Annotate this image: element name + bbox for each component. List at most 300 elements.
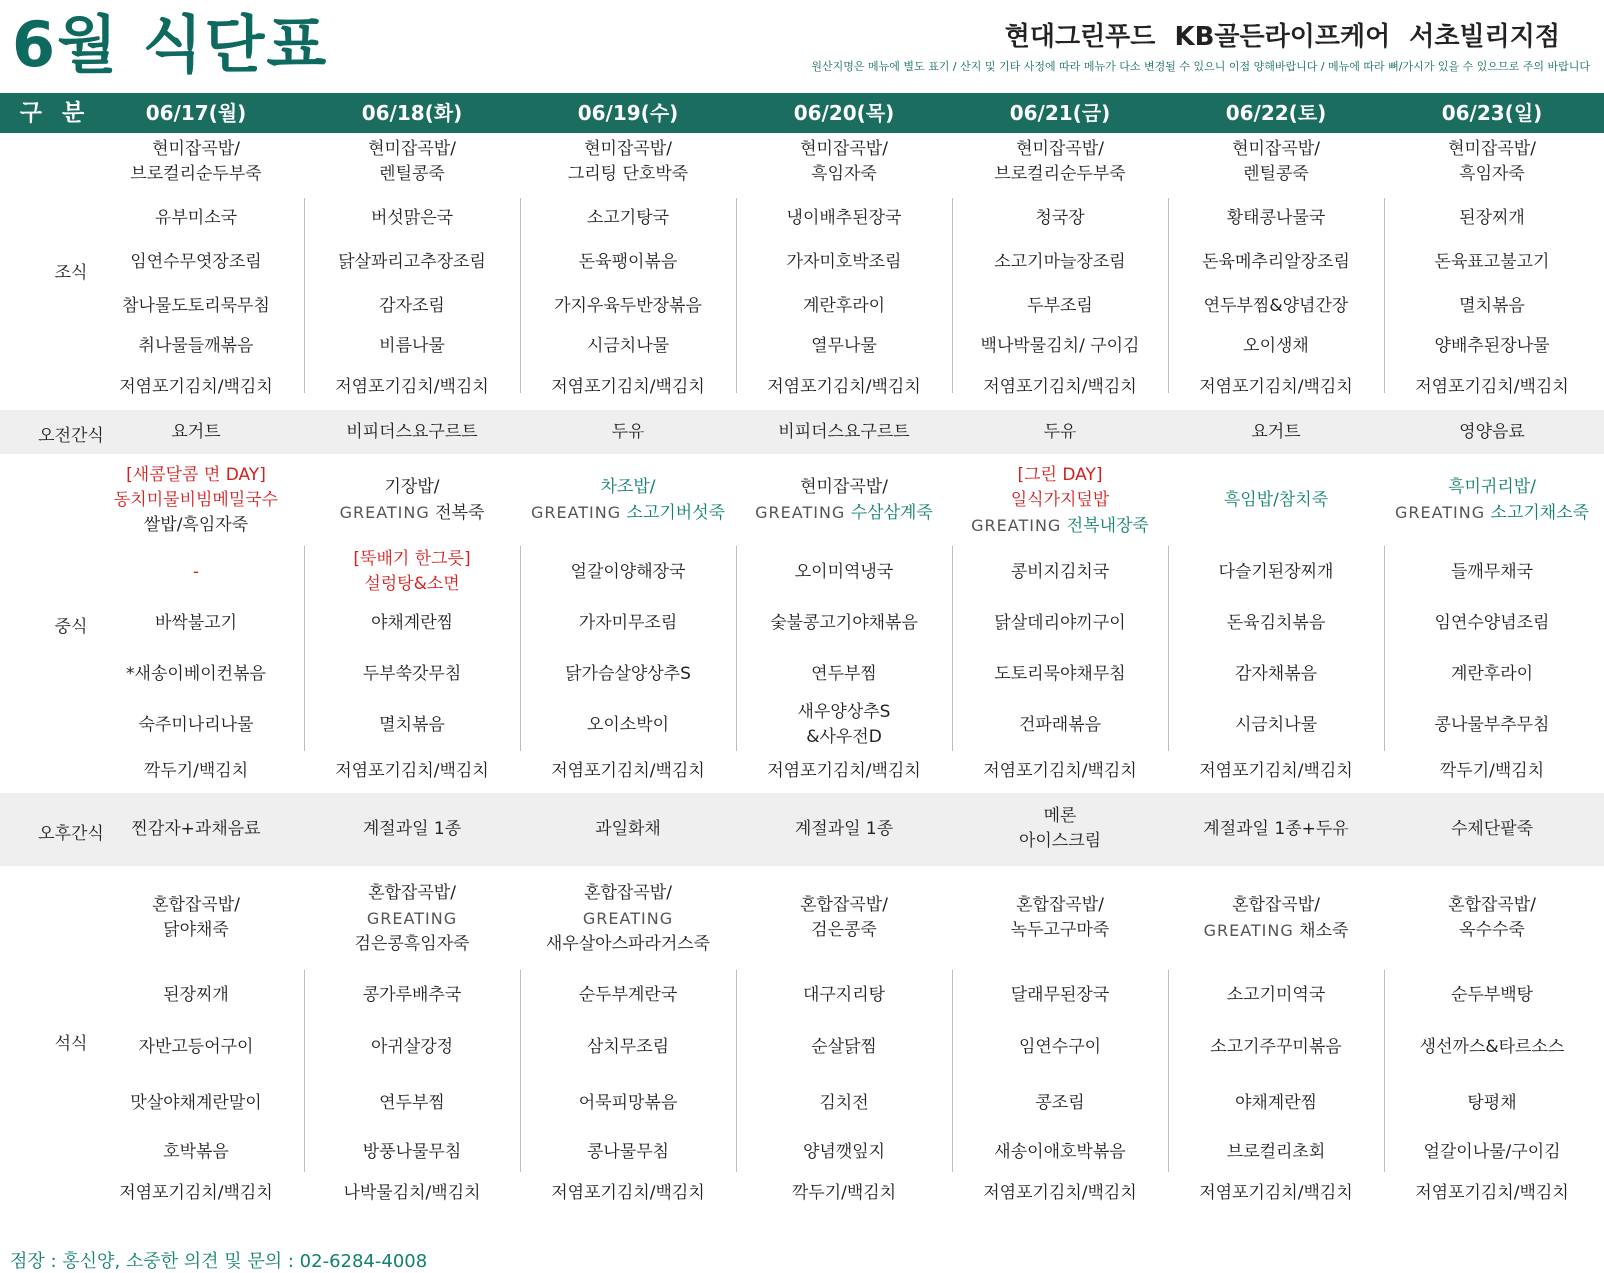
- menu-line: [520, 906, 736, 932]
- menu-line: [1168, 983, 1384, 1008]
- menu-text: 콩가루배추국: [362, 985, 462, 1005]
- page-header: [0, 0, 1604, 92]
- menu-line: [88, 137, 304, 162]
- column-divider: [952, 970, 953, 1172]
- column-divider: [1168, 198, 1169, 393]
- menu-text: [새콤달콤 면 DAY]: [126, 465, 266, 485]
- menu-line: [1384, 1140, 1600, 1165]
- menu-text: 새우살아스파라거스죽: [545, 934, 711, 954]
- menu-item: [520, 983, 736, 1008]
- menu-item: [736, 137, 952, 187]
- menu-line: [952, 137, 1168, 162]
- menu-line: [520, 713, 736, 738]
- menu-line: [88, 611, 304, 636]
- menu-line: [304, 475, 520, 500]
- menu-text: 검은콩흑임자죽: [354, 934, 470, 954]
- day-header: 06/20(목): [793, 101, 895, 125]
- menu-line: [88, 294, 304, 319]
- company-name: 현대그린푸드 KB골든라이프케어 서초빌리지점: [1004, 22, 1560, 52]
- menu-text: 흑미귀리밥/: [1448, 477, 1536, 497]
- menu-text: 숯불콩고기야채볶음: [770, 613, 918, 633]
- menu-item: [1168, 662, 1384, 687]
- menu-line: [1168, 294, 1384, 319]
- menu-text: 흑임자죽: [811, 164, 877, 184]
- menu-line: [736, 1091, 952, 1116]
- menu-item: [88, 893, 304, 943]
- menu-text: 방풍나물무침: [362, 1142, 462, 1162]
- menu-line: [520, 1181, 736, 1206]
- menu-item: [88, 1140, 304, 1165]
- menu-line: [1168, 611, 1384, 636]
- menu-line: [304, 983, 520, 1008]
- footer-contact: 점장 : 홍신양, 소중한 의견 및 문의 : 02-6284-4008: [10, 1251, 428, 1272]
- menu-text: 얼갈이나물/구이김: [1423, 1142, 1561, 1162]
- menu-line: [1168, 893, 1384, 918]
- menu-item: [304, 1035, 520, 1060]
- menu-line: [1168, 759, 1384, 784]
- menu-item: [736, 206, 952, 231]
- menu-line: [304, 334, 520, 359]
- table-header-bar: [0, 93, 1604, 133]
- menu-text: 흑임밥/참치죽: [1223, 490, 1329, 510]
- menu-text: 감자채볶음: [1234, 664, 1318, 684]
- menu-text: 콩나물부추무침: [1434, 715, 1550, 735]
- menu-line: [520, 294, 736, 319]
- menu-item: [1168, 1140, 1384, 1165]
- menu-line: [1168, 375, 1384, 400]
- menu-item: [952, 463, 1168, 539]
- menu-text: 저염포기김치/백김치: [551, 761, 705, 781]
- menu-text: 찐감자+과채음료: [131, 819, 261, 839]
- menu-text: 저염포기김치/백김치: [983, 377, 1137, 397]
- menu-text: 돈육팽이볶음: [578, 252, 678, 272]
- menu-text: 메론: [1043, 806, 1077, 826]
- menu-text: 임연수구이: [1018, 1037, 1102, 1057]
- menu-text: 저염포기김치/백김치: [1415, 1183, 1569, 1203]
- menu-text: 새송이애호박볶음: [994, 1142, 1126, 1162]
- column-divider: [952, 198, 953, 393]
- greating-logo: GREATING: [530, 503, 622, 522]
- menu-text: 동치미물비빔메밀국수: [113, 490, 279, 510]
- menu-text: 렌틸콩죽: [1243, 164, 1309, 184]
- snack-item: 요거트: [1251, 422, 1301, 442]
- menu-line: [88, 1091, 304, 1116]
- menu-text: 대구지리탕: [802, 985, 886, 1005]
- menu-item: [88, 662, 304, 687]
- menu-item: [304, 983, 520, 1008]
- menu-text: 순살닭찜: [811, 1037, 877, 1057]
- greating-logo: GREATING: [1203, 921, 1294, 940]
- menu-line: [736, 294, 952, 319]
- category-afternoon-snack: 오후간식: [38, 824, 104, 844]
- menu-item: [1168, 294, 1384, 319]
- menu-item: [520, 1181, 736, 1206]
- menu-text: 쌀밥/흑임자죽: [143, 515, 249, 535]
- menu-line: [1384, 375, 1600, 400]
- menu-item: [520, 560, 736, 585]
- menu-item: [1168, 560, 1384, 585]
- menu-line: [736, 918, 952, 943]
- menu-line: [304, 294, 520, 319]
- menu-text: 멸치볶음: [1459, 296, 1525, 316]
- menu-line: [1168, 1181, 1384, 1206]
- menu-text: 오이생채: [1243, 336, 1309, 356]
- menu-line: [736, 1140, 952, 1165]
- menu-text: 소고기채소죽: [1485, 503, 1590, 523]
- column-divider: [304, 970, 305, 1172]
- menu-item: [304, 375, 520, 400]
- menu-text: 아이스크림: [1018, 831, 1102, 851]
- category-breakfast: 조식: [54, 263, 88, 283]
- menu-text: 얼갈이양해장국: [570, 562, 686, 582]
- menu-line: [1384, 983, 1600, 1008]
- menu-item: [1168, 334, 1384, 359]
- menu-text: 깍두기/백김치: [1439, 761, 1545, 781]
- menu-line: [88, 918, 304, 943]
- menu-line: [1384, 1181, 1600, 1206]
- menu-text: 옥수수죽: [1459, 920, 1525, 940]
- category-morning-snack: 오전간식: [38, 426, 104, 446]
- menu-line: [304, 817, 520, 842]
- menu-text: 현미잡곡밥/: [368, 139, 456, 159]
- menu-line: [304, 713, 520, 738]
- menu-line: [736, 206, 952, 231]
- menu-item: [1384, 1091, 1600, 1116]
- menu-line: [520, 375, 736, 400]
- menu-item: [304, 294, 520, 319]
- menu-item: [520, 294, 736, 319]
- menu-item: [88, 611, 304, 636]
- menu-text: 두부조림: [1027, 296, 1093, 316]
- column-divider: [1168, 546, 1169, 751]
- menu-line: [520, 932, 736, 957]
- menu-item: [736, 294, 952, 319]
- menu-text: 가자미호박조림: [786, 252, 902, 272]
- menu-item: [952, 804, 1168, 854]
- menu-item: [1384, 662, 1600, 687]
- menu-line: [304, 759, 520, 784]
- column-divider: [1384, 198, 1385, 393]
- menu-item: [88, 294, 304, 319]
- menu-text: 현미잡곡밥/: [1232, 139, 1320, 159]
- day-header: 06/23(일): [1441, 101, 1543, 125]
- day-header: 06/19(수): [577, 101, 679, 125]
- menu-text: 저염포기김치/백김치: [335, 377, 489, 397]
- menu-text: 소고기마늘장조림: [994, 252, 1126, 272]
- menu-line: [1168, 137, 1384, 162]
- menu-line: [520, 817, 736, 842]
- menu-item: [736, 375, 952, 400]
- menu-line: [304, 1140, 520, 1165]
- menu-text: 흑임자죽: [1459, 164, 1525, 184]
- menu-item: [1384, 817, 1600, 842]
- menu-line: [304, 1091, 520, 1116]
- menu-text: 브로컬리순두부죽: [994, 164, 1126, 184]
- menu-item: [952, 611, 1168, 636]
- menu-text: 오이소박이: [586, 715, 670, 735]
- menu-item: [304, 137, 520, 187]
- menu-item: [952, 662, 1168, 687]
- menu-text: 저염포기김치/백김치: [551, 377, 705, 397]
- menu-line: [1168, 334, 1384, 359]
- greating-logo: GREATING: [971, 516, 1062, 535]
- menu-item: [736, 1181, 952, 1206]
- column-divider: [736, 198, 737, 393]
- menu-text: 순두부계란국: [578, 985, 678, 1005]
- greating-logo: GREATING: [339, 503, 430, 522]
- menu-item: [88, 1035, 304, 1060]
- menu-item: [520, 881, 736, 957]
- menu-item: [952, 206, 1168, 231]
- snack-item: 두유: [611, 422, 645, 442]
- menu-text: 전복내장죽: [1061, 516, 1149, 536]
- menu-text: 깍두기/백김치: [143, 761, 249, 781]
- menu-line: [88, 1181, 304, 1206]
- menu-item: [1384, 759, 1600, 784]
- menu-text: 저염포기김치/백김치: [1199, 761, 1353, 781]
- snack-item: 영양음료: [1459, 422, 1525, 442]
- menu-text: 야채계란찜: [1234, 1093, 1318, 1113]
- menu-line: [952, 1181, 1168, 1206]
- menu-text: [그린 DAY]: [1017, 465, 1103, 485]
- column-divider: [520, 546, 521, 751]
- menu-item: [304, 1181, 520, 1206]
- menu-item: [952, 334, 1168, 359]
- menu-item: [304, 1091, 520, 1116]
- menu-text: 전복죽: [429, 503, 485, 523]
- menu-text: 브로컬리초회: [1226, 1142, 1326, 1162]
- menu-line: [520, 137, 736, 162]
- menu-text: 렌틸콩죽: [379, 164, 445, 184]
- menu-text: 소고기미역국: [1226, 985, 1326, 1005]
- menu-line: [304, 881, 520, 906]
- menu-notice: 원산지명은 메뉴에 별도 표기 / 산지 및 기타 사정에 따라 메뉴가 다소 변경될 수 있으니 이점 양해바랍니다 / 메뉴에 따라 뼈/가시가 있을 수 있으므로 주의 바랍니다: [811, 60, 1590, 73]
- menu-item: [520, 1035, 736, 1060]
- menu-line: [1384, 162, 1600, 187]
- menu-item: [736, 1035, 952, 1060]
- menu-text: 유부미소국: [154, 208, 238, 228]
- menu-text: 맛살야채계란말이: [130, 1093, 262, 1113]
- menu-text: 달래무된장국: [1010, 985, 1110, 1005]
- menu-text: 현미잡곡밥/: [584, 139, 672, 159]
- menu-item: [1384, 1140, 1600, 1165]
- menu-text: 저염포기김치/백김치: [1199, 377, 1353, 397]
- menu-text: 혼합잡곡밥/: [152, 895, 240, 915]
- menu-line: [88, 463, 304, 488]
- menu-item: [520, 375, 736, 400]
- menu-line: [952, 662, 1168, 687]
- menu-item: [736, 560, 952, 585]
- greating-logo: GREATING: [1394, 503, 1486, 522]
- menu-text: 생선까스&타르소스: [1419, 1037, 1565, 1057]
- menu-text: 새우양상추S: [797, 702, 891, 722]
- menu-text: 연두부찜: [379, 1093, 445, 1113]
- menu-item: [1384, 983, 1600, 1008]
- menu-line: [736, 375, 952, 400]
- menu-line: [952, 918, 1168, 943]
- snack-item: 비피더스요구르트: [778, 422, 910, 442]
- menu-line: [736, 759, 952, 784]
- menu-line: [1384, 1035, 1600, 1060]
- menu-text: 도토리묵야채무침: [994, 664, 1126, 684]
- menu-line: [952, 560, 1168, 585]
- menu-text: 비름나물: [379, 336, 445, 356]
- menu-item: [88, 1091, 304, 1116]
- menu-line: [1168, 206, 1384, 231]
- menu-item: [88, 560, 304, 585]
- menu-line: [304, 250, 520, 275]
- menu-text: 계란후라이: [802, 296, 886, 316]
- menu-line: [304, 1181, 520, 1206]
- menu-item: [1168, 1181, 1384, 1206]
- menu-item: [1168, 713, 1384, 738]
- menu-text: 혼합잡곡밥/: [800, 895, 888, 915]
- menu-item: [1168, 893, 1384, 944]
- menu-text: 혼합잡곡밥/: [1016, 895, 1104, 915]
- day-header: 06/21(금): [1009, 101, 1111, 125]
- menu-text: 채소죽: [1293, 921, 1349, 941]
- menu-line: [520, 206, 736, 231]
- menu-item: [304, 662, 520, 687]
- menu-line: [952, 463, 1168, 488]
- column-divider: [952, 546, 953, 751]
- column-divider: [304, 546, 305, 751]
- menu-text: 일식가지덮밥: [1010, 490, 1110, 510]
- menu-item: [736, 700, 952, 750]
- menu-line: [736, 817, 952, 842]
- menu-text: 현미잡곡밥/: [800, 477, 888, 497]
- menu-text: 저염포기김치/백김치: [1415, 377, 1569, 397]
- menu-text: 현미잡곡밥/: [1016, 139, 1104, 159]
- menu-line: [952, 250, 1168, 275]
- menu-text: 그리팅 단호박죽: [567, 164, 689, 184]
- snack-item: 두유: [1043, 422, 1077, 442]
- menu-text: 닭가슴살양상추S: [565, 664, 691, 684]
- menu-text: 현미잡곡밥/: [800, 139, 888, 159]
- menu-item: [1168, 1035, 1384, 1060]
- menu-item: [88, 334, 304, 359]
- menu-item: [1168, 1091, 1384, 1116]
- menu-item: [304, 713, 520, 738]
- menu-item: [736, 250, 952, 275]
- menu-text: 닭살데리야끼구이: [994, 613, 1126, 633]
- greating-logo: GREATING: [582, 909, 674, 928]
- menu-line: [520, 1091, 736, 1116]
- menu-text: 저염포기김치/백김치: [551, 1183, 705, 1203]
- menu-line: [304, 662, 520, 687]
- menu-text: 소고기버섯죽: [621, 503, 726, 523]
- menu-text: 혼합잡곡밥/: [584, 883, 672, 903]
- menu-text: 감자조림: [379, 296, 445, 316]
- menu-item: [1168, 488, 1384, 513]
- menu-line: [1384, 500, 1600, 526]
- menu-item: [520, 713, 736, 738]
- menu-item: [736, 1140, 952, 1165]
- menu-item: [952, 983, 1168, 1008]
- menu-line: [1168, 662, 1384, 687]
- menu-item: [1168, 137, 1384, 187]
- menu-line: [952, 513, 1168, 539]
- menu-line: [1168, 1091, 1384, 1116]
- menu-line: [520, 334, 736, 359]
- menu-text: 시금치나물: [586, 336, 670, 356]
- column-divider: [736, 970, 737, 1172]
- menu-text: 혼합잡곡밥/: [368, 883, 456, 903]
- menu-item: [520, 1091, 736, 1116]
- menu-text: 순두부백탕: [1450, 985, 1534, 1005]
- menu-text: 된장찌개: [1459, 208, 1525, 228]
- menu-item: [304, 611, 520, 636]
- menu-text: 멸치볶음: [379, 715, 445, 735]
- menu-line: [952, 713, 1168, 738]
- menu-text: 어묵피망볶음: [578, 1093, 678, 1113]
- menu-line: [304, 1035, 520, 1060]
- menu-text: 취나물들깨볶음: [138, 336, 254, 356]
- menu-line: [1168, 488, 1384, 513]
- menu-text: 임연수무엿장조림: [130, 252, 262, 272]
- menu-line: [1384, 1091, 1600, 1116]
- menu-line: [88, 713, 304, 738]
- menu-line: [520, 1140, 736, 1165]
- menu-item: [304, 475, 520, 526]
- menu-item: [304, 881, 520, 957]
- menu-line: [520, 611, 736, 636]
- menu-item: [952, 1181, 1168, 1206]
- menu-item: [952, 1091, 1168, 1116]
- menu-line: [1168, 713, 1384, 738]
- menu-line: [88, 334, 304, 359]
- menu-text: 다슬기된장찌개: [1218, 562, 1334, 582]
- menu-line: [952, 1091, 1168, 1116]
- menu-line: [952, 488, 1168, 513]
- category-dinner: 석식: [54, 1034, 88, 1054]
- menu-line: [88, 1035, 304, 1060]
- menu-text: 삼치무조림: [586, 1037, 670, 1057]
- menu-item: [304, 759, 520, 784]
- page-title: 6월 식단표: [12, 8, 329, 81]
- menu-item: [1168, 759, 1384, 784]
- menu-line: [520, 1035, 736, 1060]
- menu-text: 기장밥/: [384, 477, 440, 497]
- menu-text: 연두부찜&양념간장: [1203, 296, 1349, 316]
- menu-line: [952, 1035, 1168, 1060]
- menu-item: [1384, 206, 1600, 231]
- menu-text: 양념깻잎지: [802, 1142, 886, 1162]
- menu-item: [952, 375, 1168, 400]
- menu-text: 콩나물무침: [586, 1142, 670, 1162]
- menu-item: [736, 817, 952, 842]
- menu-item: [520, 334, 736, 359]
- menu-text: 건파래볶음: [1018, 715, 1102, 735]
- menu-text: 김치전: [819, 1093, 869, 1113]
- menu-item: [304, 334, 520, 359]
- menu-line: [304, 375, 520, 400]
- menu-text: 혼합잡곡밥/: [1448, 895, 1536, 915]
- menu-item: [88, 759, 304, 784]
- menu-text: 저염포기김치/백김치: [767, 377, 921, 397]
- menu-item: [952, 713, 1168, 738]
- column-divider: [304, 198, 305, 393]
- menu-item: [88, 983, 304, 1008]
- day-header: 06/18(화): [361, 101, 463, 125]
- menu-text: 저염포기김치/백김치: [1199, 1183, 1353, 1203]
- menu-item: [88, 463, 304, 538]
- menu-text: 청국장: [1035, 208, 1085, 228]
- menu-item: [736, 1091, 952, 1116]
- menu-text: 야채계란찜: [370, 613, 454, 633]
- menu-line: [304, 206, 520, 231]
- menu-text: 참나물도토리묵무침: [122, 296, 270, 316]
